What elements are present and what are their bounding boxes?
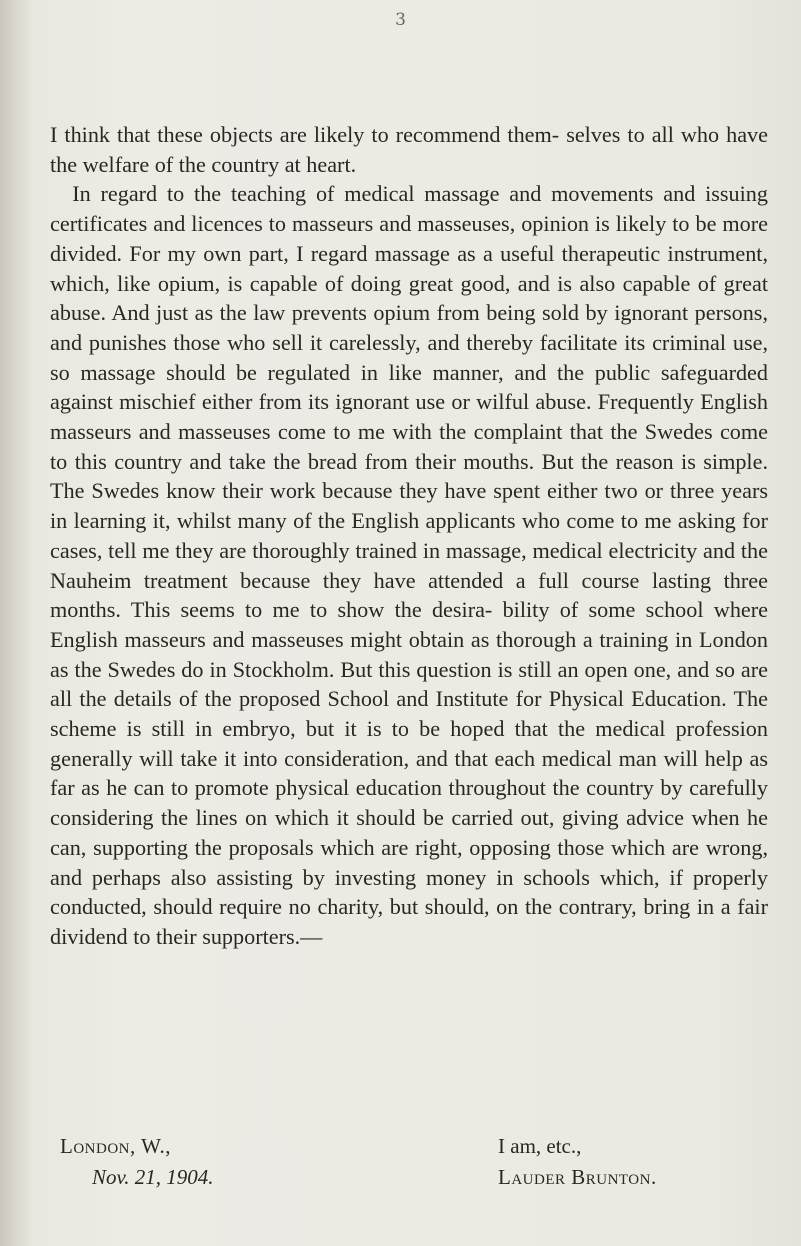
- paragraph-1: I think that these objects are likely to recommend them- selves to all who have the welfare of the country at heart.: [50, 122, 768, 177]
- signoff-author: Lauder Brunton.: [498, 1165, 657, 1189]
- paragraph-2: In regard to the teaching of medical massage and movements and issuing certificates and licences to masseurs and masseuses, opinion is likely to be more divided. For my own part, I regard massage as a useful therapeutic instrument, which, like opium, is capable of doing great good, and is also capable of great abuse. And just as the law prevents opium from being sold by ignorant persons, and punishes those who sell it carelessly, and thereby facilitate its criminal use, so massage should be regulated in like manner, and the public safeguarded against mischief either from its ignorant use or wilful abuse. Frequently English masseurs and masseuses come to me with the complaint that the Swedes come to this country and take the bread from their mouths. But the reason is simple. The Swedes know their work because they have spent either two or three years in learning it, whilst many of the English applicants who come to me asking for cases, tell me they are thoroughly trained in massage, medical electricity and the Nauheim treatment because they have attended a full course lasting three months. This seems to me to show the desira- bility of some school where English masseurs and masseuses might obtain as thorough a training in London as the Swedes do in Stockholm. But this question is still an open one, and so are all the details of the proposed School and Institute for Physical Education. The scheme is still in embryo, but it is to be hoped that the medical profession generally will take it into consideration, and that each medical man will help as far as he can to promote physical education throughout the country by carefully considering the lines on which it should be carried out, giving advice when he can, supporting the proposals which are right, opposing those which are wrong, and perhaps also assisting by investing money in schools which, if properly conducted, should require no charity, but should, on the contrary, bring in a fair dividend to their supporters.—: [50, 181, 768, 949]
- signoff-date: Nov. 21, 1904.: [92, 1165, 214, 1189]
- letter-signoff: [50, 1131, 768, 1193]
- page-number: 3: [395, 10, 406, 30]
- signoff-closing: I am, etc.,: [498, 1134, 582, 1158]
- signoff-place: London, W.,: [60, 1134, 172, 1158]
- page-binding-shadow: [0, 0, 34, 1246]
- letter-body: [50, 120, 768, 952]
